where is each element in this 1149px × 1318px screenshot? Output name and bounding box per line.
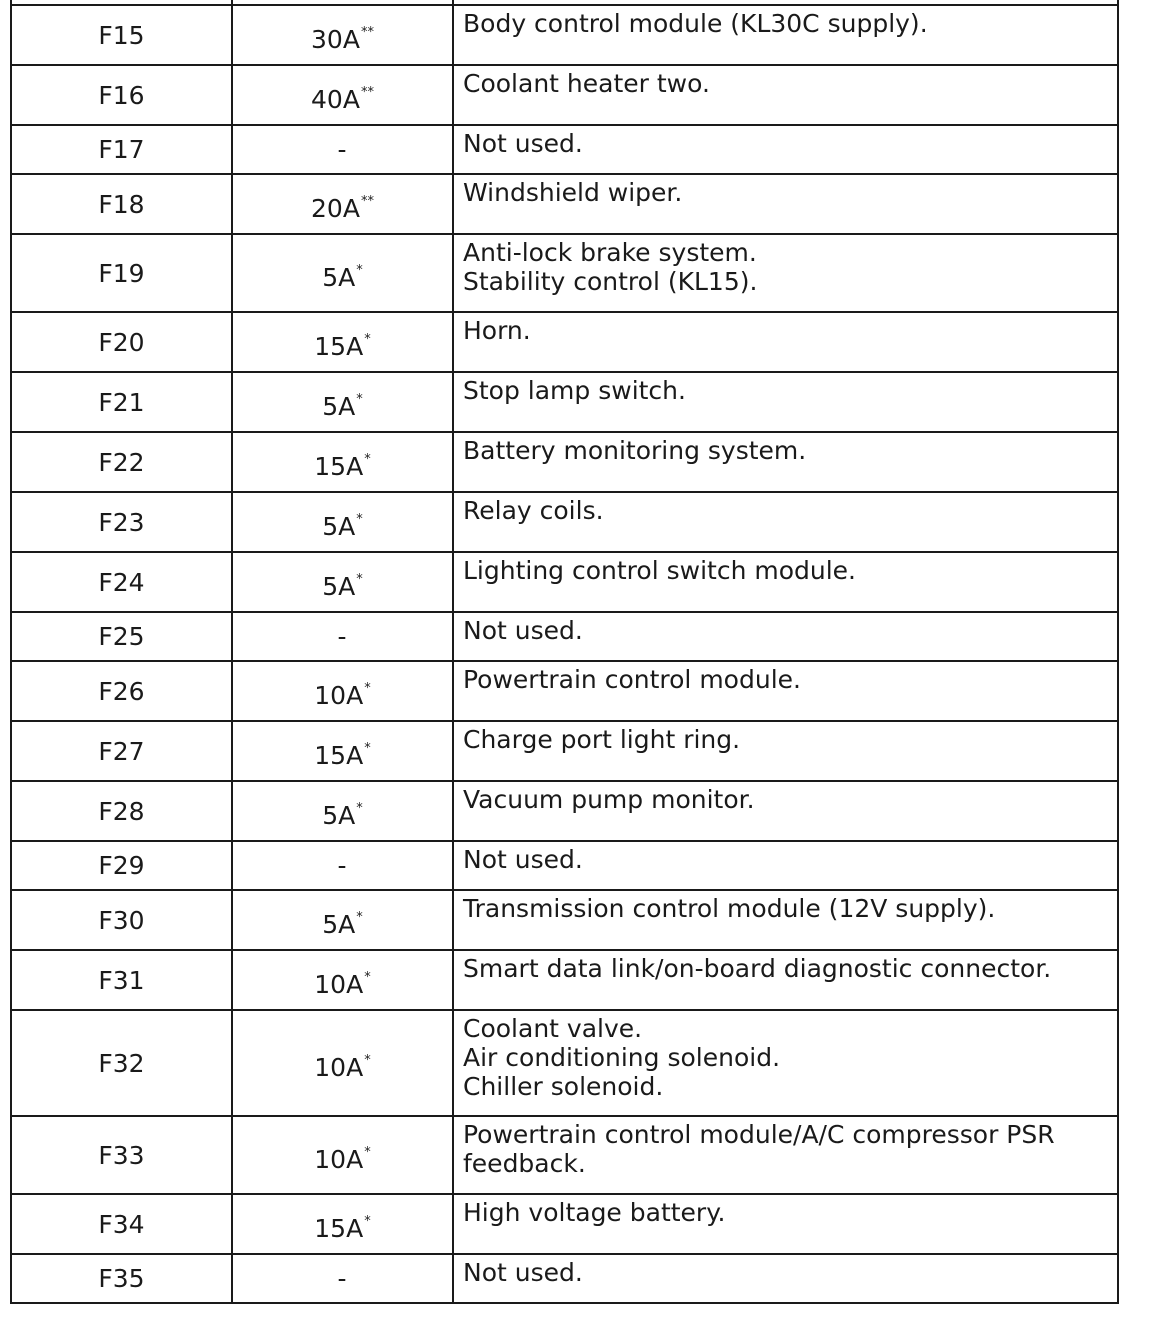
fuse-description-cell: [453, 781, 1118, 841]
description-line: Not used.: [463, 1258, 583, 1287]
description-line: Not used.: [463, 616, 583, 645]
description-line: Powertrain control module.: [463, 665, 801, 694]
fuse-rating-cell: [232, 781, 453, 841]
fuse-rating: 5A: [322, 391, 356, 421]
fuse-rating: 40A: [311, 84, 360, 114]
table-row: [11, 721, 1118, 781]
table-row: [11, 5, 1118, 65]
fuse-description-cell: [453, 950, 1118, 1010]
description-line: Relay coils.: [463, 496, 604, 525]
fuse-description-cell: [453, 721, 1118, 781]
fuse-number-cell: F32: [11, 1010, 232, 1116]
fuse-number-cell: F28: [11, 781, 232, 841]
fuse-description-cell: [453, 1116, 1118, 1194]
fuse-description-cell: [453, 661, 1118, 721]
fuse-description-cell: [453, 841, 1118, 890]
fuse-description-cell: [453, 234, 1118, 312]
fuse-description-cell: [453, 492, 1118, 552]
rating-footnote-mark: *: [364, 680, 371, 696]
fuse-rating: 10A: [314, 1144, 364, 1174]
fuse-rating: 5A: [322, 571, 356, 601]
fuse-description-cell: [453, 890, 1118, 950]
fuse-number-cell: F19: [11, 234, 232, 312]
fuse-number-cell: F16: [11, 65, 232, 125]
fuse-number-cell: F27: [11, 721, 232, 781]
description-line: Smart data link/on-board diagnostic connector.: [463, 954, 1052, 983]
description-line: High voltage battery.: [463, 1198, 726, 1227]
fuse-rating-cell: [232, 174, 453, 234]
fuse-description-cell: [453, 5, 1118, 65]
table-row: [11, 432, 1118, 492]
description-line: Body control module (KL30C supply).: [463, 9, 928, 38]
rating-footnote-mark: *: [356, 571, 363, 587]
fuse-description-cell: [453, 612, 1118, 661]
description-line: Horn.: [463, 316, 531, 345]
table-row: [11, 492, 1118, 552]
table-row: [11, 234, 1118, 312]
fuse-rating-cell: [232, 234, 453, 312]
table-row: [11, 661, 1118, 721]
fuse-rating: 30A: [311, 24, 360, 54]
table-row: [11, 781, 1118, 841]
fuse-description-cell: [453, 1010, 1118, 1116]
fuse-number-cell: F34: [11, 1194, 232, 1254]
rating-footnote-mark: *: [364, 1213, 371, 1229]
fuse-rating-cell: [232, 65, 453, 125]
table-row: [11, 1194, 1118, 1254]
rating-footnote-mark: **: [360, 193, 374, 209]
rating-footnote-mark: *: [364, 740, 371, 756]
fuse-description-cell: [453, 312, 1118, 372]
fuse-rating-cell: [232, 950, 453, 1010]
fuse-number-cell: F18: [11, 174, 232, 234]
rating-footnote-mark: *: [364, 331, 371, 347]
fuse-number-cell: F15: [11, 5, 232, 65]
fuse-rating-cell: [232, 125, 453, 174]
description-line: Air conditioning solenoid.: [463, 1043, 781, 1072]
description-line: Anti-lock brake system.: [463, 238, 757, 267]
rating-footnote-mark: **: [360, 24, 374, 40]
description-line: Not used.: [463, 129, 583, 158]
table-row: [11, 174, 1118, 234]
fuse-rating-cell: [232, 890, 453, 950]
rating-footnote-mark: *: [356, 511, 363, 527]
fuse-rating-cell: [232, 1010, 453, 1116]
description-line: Stability control (KL15).: [463, 267, 758, 296]
description-line: Powertrain control module/A/C compressor PSR: [463, 1120, 1055, 1149]
description-line: Coolant heater two.: [463, 69, 710, 98]
fuse-description-cell: [453, 1194, 1118, 1254]
fuse-table-body: [11, 0, 1118, 1303]
fuse-rating-cell: [232, 372, 453, 432]
description-line: Windshield wiper.: [463, 178, 683, 207]
rating-footnote-mark: *: [356, 909, 363, 925]
fuse-rating-cell: [232, 1116, 453, 1194]
fuse-rating: 10A: [314, 1052, 364, 1082]
description-line: Battery monitoring system.: [463, 436, 807, 465]
table-row: [11, 612, 1118, 661]
table-row: [11, 1254, 1118, 1303]
fuse-number-cell: F23: [11, 492, 232, 552]
fuse-rating: 15A: [314, 331, 364, 361]
table-row: [11, 65, 1118, 125]
fuse-number-cell: F25: [11, 612, 232, 661]
fuse-rating: 10A: [314, 680, 364, 710]
fuse-rating: 5A: [322, 909, 356, 939]
description-line: Chiller solenoid.: [463, 1072, 664, 1101]
fuse-rating: 15A: [314, 451, 364, 481]
rating-footnote-mark: *: [364, 451, 371, 467]
rating-footnote-mark: *: [356, 800, 363, 816]
fuse-number-cell: F30: [11, 890, 232, 950]
description-line: Not used.: [463, 845, 583, 874]
table-row: [11, 841, 1118, 890]
table-row: [11, 312, 1118, 372]
fuse-rating-cell: [232, 841, 453, 890]
fuse-description-cell: [453, 65, 1118, 125]
table-row: [11, 890, 1118, 950]
description-line: Stop lamp switch.: [463, 376, 686, 405]
fuse-rating: -: [337, 622, 347, 651]
fuse-table: [10, 0, 1119, 1304]
fuse-rating: -: [337, 1264, 347, 1293]
fuse-rating-cell: [232, 1254, 453, 1303]
table-row: [11, 1116, 1118, 1194]
fuse-description-cell: [453, 1254, 1118, 1303]
rating-footnote-mark: *: [356, 262, 363, 278]
rating-footnote-mark: *: [364, 969, 371, 985]
rating-footnote-mark: *: [356, 391, 363, 407]
description-line: Vacuum pump monitor.: [463, 785, 755, 814]
fuse-description-cell: [453, 125, 1118, 174]
fuse-rating-cell: [232, 312, 453, 372]
fuse-rating: 5A: [322, 800, 356, 830]
table-row: [11, 372, 1118, 432]
fuse-rating: 15A: [314, 1213, 364, 1243]
fuse-number-cell: F20: [11, 312, 232, 372]
rating-footnote-mark: *: [364, 1052, 371, 1068]
fuse-rating-cell: [232, 661, 453, 721]
fuse-number-cell: F35: [11, 1254, 232, 1303]
fuse-rating-cell: [232, 612, 453, 661]
rating-footnote-mark: *: [364, 1144, 371, 1160]
fuse-number-cell: F26: [11, 661, 232, 721]
fuse-number-cell: F21: [11, 372, 232, 432]
fuse-rating: 20A: [311, 193, 360, 223]
description-line: Transmission control module (12V supply).: [463, 894, 996, 923]
fuse-number-cell: F33: [11, 1116, 232, 1194]
fuse-rating-cell: [232, 552, 453, 612]
table-row: [11, 950, 1118, 1010]
fuse-rating-cell: [232, 1194, 453, 1254]
fuse-number-cell: F22: [11, 432, 232, 492]
rating-footnote-mark: **: [360, 84, 374, 100]
table-row: [11, 552, 1118, 612]
fuse-description-cell: [453, 372, 1118, 432]
fuse-number-cell: F29: [11, 841, 232, 890]
description-line: Charge port light ring.: [463, 725, 741, 754]
fuse-rating: -: [337, 851, 347, 880]
fuse-rating-cell: [232, 5, 453, 65]
description-line: Lighting control switch module.: [463, 556, 856, 585]
fuse-rating: 10A: [314, 969, 364, 999]
fuse-rating: 15A: [314, 740, 364, 770]
fuse-rating: 5A: [322, 262, 356, 292]
description-line: Coolant valve.: [463, 1014, 643, 1043]
fuse-description-cell: [453, 174, 1118, 234]
fuse-rating: -: [337, 135, 347, 164]
fuse-rating-cell: [232, 721, 453, 781]
fuse-description-cell: [453, 552, 1118, 612]
fuse-number-cell: F31: [11, 950, 232, 1010]
description-line: feedback.: [463, 1149, 586, 1178]
fuse-description-cell: [453, 432, 1118, 492]
fuse-rating-cell: [232, 492, 453, 552]
fuse-number-cell: F17: [11, 125, 232, 174]
table-row: [11, 125, 1118, 174]
fuse-rating-cell: [232, 432, 453, 492]
fuse-number-cell: F24: [11, 552, 232, 612]
table-row: [11, 1010, 1118, 1116]
fuse-rating: 5A: [322, 511, 356, 541]
